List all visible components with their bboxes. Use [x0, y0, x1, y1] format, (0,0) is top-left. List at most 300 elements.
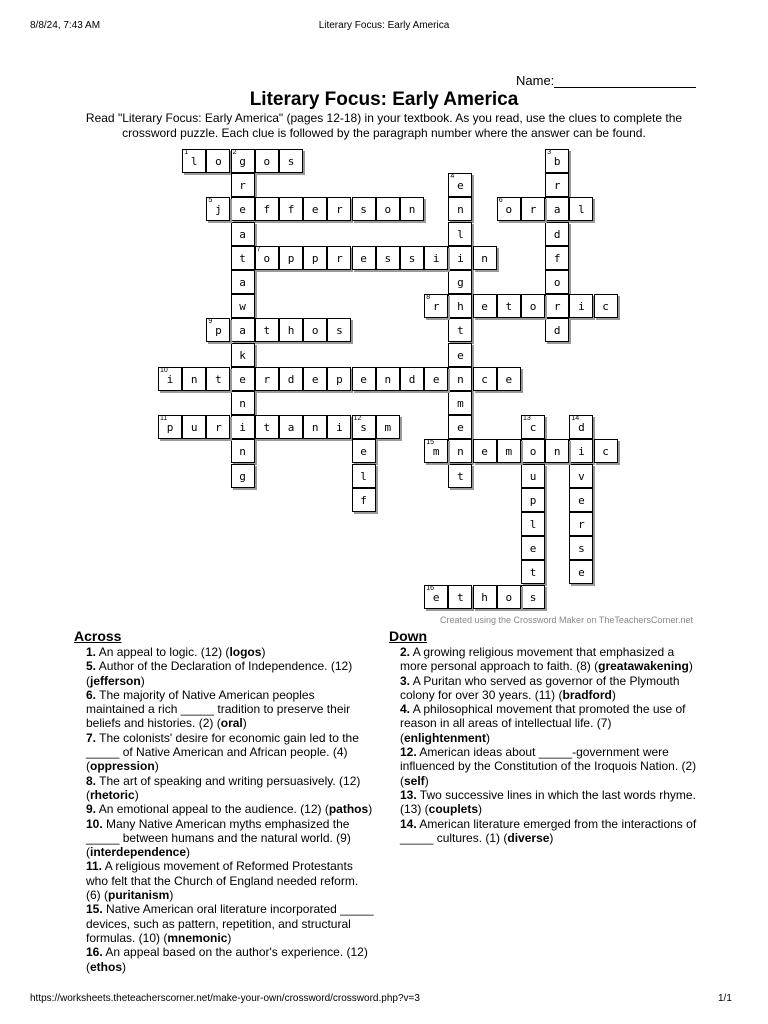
- cell-letter: n: [384, 372, 392, 386]
- clue-close: ): [227, 930, 232, 945]
- crossword-cell[interactable]: [545, 222, 569, 246]
- crossword-cell[interactable]: [545, 318, 569, 342]
- crossword-cell[interactable]: [424, 367, 448, 391]
- crossword-cell[interactable]: [206, 318, 230, 342]
- cell-letter: v: [578, 469, 585, 483]
- crossword-cell[interactable]: [279, 415, 303, 439]
- crossword-cell[interactable]: [206, 149, 230, 173]
- clue-number: 10.: [86, 816, 103, 831]
- crossword-cell[interactable]: [206, 415, 230, 439]
- cell-letter: k: [239, 348, 246, 362]
- crossword-cell[interactable]: [448, 415, 472, 439]
- across-clue: [86, 731, 376, 774]
- crossword-cell[interactable]: [303, 367, 327, 391]
- crossword-cell[interactable]: [448, 343, 472, 367]
- crossword-cell[interactable]: [545, 294, 569, 318]
- cell-letter: t: [215, 372, 222, 386]
- clue-number: 2: [232, 149, 237, 156]
- clue-text: Native American oral literature incorporated _____ devices, such as pattern, repetition, and structural formulas. (10) (: [86, 902, 374, 945]
- crossword-cell[interactable]: [448, 367, 472, 391]
- crossword-cell[interactable]: [182, 149, 206, 173]
- crossword-cell[interactable]: [569, 488, 593, 512]
- clue-answer: logos: [229, 645, 262, 659]
- cell-letter: e: [432, 372, 440, 386]
- cell-letter: o: [505, 590, 513, 604]
- crossword-cell[interactable]: [279, 367, 303, 391]
- cell-letter: o: [263, 251, 271, 265]
- clue-number: 2.: [400, 645, 411, 659]
- across-heading: Across: [74, 628, 122, 644]
- cell-letter: e: [578, 493, 585, 507]
- cell-letter: n: [408, 203, 416, 217]
- crossword-cell[interactable]: [303, 246, 327, 270]
- cell-letter: r: [553, 179, 561, 193]
- cell-letter: e: [457, 179, 464, 193]
- crossword-cell[interactable]: [327, 318, 351, 342]
- cell-letter: i: [239, 421, 246, 435]
- crossword-cell[interactable]: [545, 246, 569, 270]
- clue-close: ): [154, 759, 159, 774]
- clue-answer: puritanism: [108, 888, 170, 903]
- down-clue: [400, 817, 700, 846]
- clue-close: ): [140, 673, 145, 688]
- cell-letter: n: [457, 372, 464, 386]
- crossword-cell[interactable]: [569, 536, 593, 560]
- crossword-cell[interactable]: [521, 415, 545, 439]
- cell-letter: s: [578, 542, 585, 556]
- crossword-cell[interactable]: [206, 197, 230, 221]
- cell-letter: p: [166, 421, 174, 435]
- cell-letter: e: [360, 372, 367, 386]
- crossword-cell[interactable]: [521, 560, 545, 584]
- crossword-cell[interactable]: [521, 536, 545, 560]
- crossword-cell[interactable]: [255, 318, 279, 342]
- crossword-cell[interactable]: [303, 197, 327, 221]
- crossword-cell[interactable]: [497, 585, 521, 609]
- cell-letter: n: [457, 445, 464, 459]
- cell-letter: c: [481, 372, 488, 386]
- crossword-cell[interactable]: [594, 439, 618, 463]
- crossword-cell[interactable]: [569, 512, 593, 536]
- crossword-cell[interactable]: [231, 464, 255, 488]
- crossword-cell[interactable]: [231, 246, 255, 270]
- crossword-cell[interactable]: [545, 173, 569, 197]
- cell-letter: e: [457, 421, 464, 435]
- cell-letter: h: [481, 590, 488, 604]
- crossword-cell[interactable]: [569, 197, 593, 221]
- across-clue: [86, 817, 376, 860]
- down-clue: [400, 702, 700, 745]
- crossword-cell[interactable]: [352, 246, 376, 270]
- crossword-cell[interactable]: [231, 439, 255, 463]
- worksheet-title: Literary Focus: Early America: [249, 89, 519, 110]
- crossword-cell[interactable]: [424, 246, 448, 270]
- cell-letter: e: [481, 445, 488, 459]
- cell-letter: i: [457, 251, 464, 265]
- crossword-cell[interactable]: [473, 367, 497, 391]
- clue-number: 8: [426, 294, 431, 302]
- clue-text: Two successive lines in which the last words rhyme. (13) (: [400, 787, 696, 817]
- crossword-cell[interactable]: [594, 294, 618, 318]
- clue-answer: diverse: [507, 830, 550, 845]
- clue-answer: bradford: [562, 687, 612, 702]
- cell-letter: d: [553, 227, 561, 241]
- cell-letter: e: [360, 445, 367, 459]
- crossword-cell[interactable]: [473, 246, 497, 270]
- cell-letter: m: [457, 397, 464, 410]
- crossword-cell[interactable]: [231, 391, 255, 415]
- crossword-cell[interactable]: [231, 149, 255, 173]
- cell-letter: s: [287, 155, 295, 168]
- cell-letter: e: [239, 203, 246, 217]
- cell-letter: f: [553, 251, 561, 265]
- crossword-cell[interactable]: [473, 294, 497, 318]
- cell-letter: o: [505, 203, 513, 217]
- crossword-cell[interactable]: [255, 367, 279, 391]
- clue-text: A religious movement of Reformed Protestants who felt that the Church of England needed reform. (6) (: [86, 859, 359, 903]
- crossword-cell[interactable]: [279, 197, 303, 221]
- cell-letter: a: [287, 421, 295, 435]
- crossword-cell[interactable]: [521, 512, 545, 536]
- clue-answer: oral: [220, 716, 243, 731]
- crossword-cell[interactable]: [158, 415, 182, 439]
- crossword-cell[interactable]: [448, 294, 472, 318]
- crossword-cell[interactable]: [448, 585, 472, 609]
- cell-letter: d: [287, 372, 295, 386]
- clue-number: 16: [426, 584, 434, 592]
- crossword-cell[interactable]: [376, 197, 400, 221]
- cell-letter: i: [578, 445, 585, 459]
- cell-letter: t: [239, 251, 246, 265]
- cell-letter: e: [239, 372, 246, 386]
- cell-letter: e: [311, 203, 319, 217]
- crossword-cell[interactable]: [255, 149, 279, 173]
- crossword-cell[interactable]: [424, 439, 448, 463]
- crossword-cell[interactable]: [400, 246, 424, 270]
- cell-letter: c: [602, 300, 609, 314]
- crossword-cell[interactable]: [448, 464, 472, 488]
- crossword-cell[interactable]: [376, 367, 400, 391]
- clue-text: A Puritan who served as governor of the Plymouth colony for over 30 years. (11) (: [400, 673, 680, 702]
- crossword-cell[interactable]: [569, 464, 593, 488]
- crossword-cell[interactable]: [376, 415, 400, 439]
- crossword-cell[interactable]: [231, 318, 255, 342]
- clue-text: The majority of Native American peoples maintained a rich _____ tradition to preserve their beliefs and histories. (2) (: [86, 687, 351, 731]
- clue-number: 10: [160, 366, 168, 374]
- clue-number: 5: [208, 197, 213, 205]
- cell-letter: r: [578, 518, 585, 531]
- cell-letter: f: [263, 203, 271, 217]
- clue-number: 8.: [86, 773, 97, 788]
- print-datetime: 8/8/24, 7:43 AM: [30, 20, 101, 31]
- crossword-cell[interactable]: [231, 197, 255, 221]
- clue-close: ): [549, 830, 554, 845]
- clue-number: 14: [571, 415, 580, 423]
- crossword-cell[interactable]: [545, 149, 569, 173]
- cell-letter: t: [457, 469, 464, 483]
- cell-letter: t: [263, 324, 271, 338]
- cell-letter: r: [263, 372, 271, 386]
- clue-text: American ideas about _____-government were influenced by the Constitution of the Iroquois Nation. (2) (: [400, 745, 697, 788]
- cell-letter: o: [215, 155, 222, 168]
- cell-letter: s: [408, 251, 416, 265]
- cell-letter: t: [457, 590, 464, 604]
- cell-letter: m: [384, 421, 392, 435]
- cell-letter: d: [408, 372, 416, 386]
- crossword-cell[interactable]: [231, 294, 255, 318]
- clue-number: 4: [450, 173, 455, 181]
- cell-letter: c: [602, 445, 609, 459]
- clue-text: An appeal based on the author's experience. (12) (: [86, 945, 368, 974]
- cell-letter: o: [529, 300, 537, 314]
- cell-letter: l: [190, 155, 198, 168]
- cell-letter: r: [529, 203, 537, 217]
- cell-letter: d: [553, 324, 561, 338]
- cell-letter: p: [529, 493, 537, 507]
- cell-letter: l: [457, 227, 464, 241]
- across-clue: [86, 774, 376, 803]
- crossword-cell[interactable]: [424, 585, 448, 609]
- clue-number: 5.: [86, 659, 97, 674]
- cell-letter: e: [529, 542, 537, 556]
- crossword-cell[interactable]: [497, 294, 521, 318]
- clue-answer: rhetoric: [90, 787, 135, 802]
- crossword-cell[interactable]: [521, 197, 545, 221]
- credit-line: Created using the Crossword Maker on TheTeachersCorner.net: [440, 615, 693, 625]
- clue-answer: pathos: [328, 802, 369, 817]
- down-clue: [400, 645, 700, 674]
- cell-letter: g: [239, 469, 246, 483]
- cell-letter: o: [553, 276, 561, 289]
- crossword-cell[interactable]: [327, 246, 351, 270]
- clue-answer: oppression: [90, 759, 155, 774]
- cell-letter: l: [578, 203, 585, 217]
- crossword-cell[interactable]: [473, 439, 497, 463]
- cell-letter: o: [384, 203, 392, 217]
- cell-letter: r: [336, 251, 343, 265]
- cell-letter: n: [311, 421, 319, 435]
- clue-text: The colonists' desire for economic gain led to the _____ of Native American and African people. (4) (: [86, 730, 359, 774]
- crossword-cell[interactable]: [231, 222, 255, 246]
- crossword-cell[interactable]: [545, 270, 569, 294]
- cell-letter: c: [529, 421, 537, 435]
- crossword-cell[interactable]: [231, 343, 255, 367]
- across-clue: [86, 659, 376, 688]
- cell-letter: o: [529, 445, 537, 459]
- cell-letter: a: [239, 324, 246, 338]
- crossword-cell[interactable]: [327, 197, 351, 221]
- crossword-cell[interactable]: [255, 197, 279, 221]
- crossword-cell[interactable]: [424, 294, 448, 318]
- clue-answer: couplets: [428, 802, 479, 817]
- crossword-cell[interactable]: [303, 415, 327, 439]
- cell-letter: m: [432, 445, 440, 459]
- cell-letter: t: [529, 566, 537, 580]
- crossword-cell[interactable]: [206, 367, 230, 391]
- crossword-cell[interactable]: [352, 464, 376, 488]
- crossword-cell[interactable]: [448, 222, 472, 246]
- cell-letter: s: [336, 324, 343, 338]
- cell-letter: i: [432, 251, 440, 265]
- cell-letter: t: [263, 421, 271, 435]
- crossword-cell[interactable]: [569, 294, 593, 318]
- across-clue: [86, 802, 376, 816]
- cell-letter: i: [578, 300, 585, 314]
- crossword-cell[interactable]: [448, 246, 472, 270]
- cell-letter: l: [529, 518, 537, 531]
- crossword-cell[interactable]: [182, 367, 206, 391]
- cell-letter: n: [457, 203, 464, 217]
- crossword-cell[interactable]: [279, 149, 303, 173]
- cell-letter: o: [263, 155, 271, 168]
- clue-answer: enlightenment: [404, 730, 487, 745]
- down-clue: [400, 674, 700, 703]
- cell-letter: n: [481, 251, 488, 265]
- cell-letter: n: [239, 445, 246, 459]
- cell-letter: r: [336, 203, 343, 217]
- clue-text: The art of speaking and writing persuasively. (12) (: [86, 773, 361, 802]
- clue-answer: jefferson: [90, 673, 141, 688]
- cell-letter: g: [457, 276, 464, 289]
- clue-close: ): [134, 787, 139, 802]
- crossword-cell[interactable]: [279, 246, 303, 270]
- cell-letter: d: [578, 421, 585, 435]
- crossword-cell[interactable]: [497, 439, 521, 463]
- cell-letter: e: [578, 566, 585, 580]
- across-clue: [86, 945, 376, 974]
- cell-letter: s: [360, 203, 367, 217]
- crossword-cell[interactable]: [182, 415, 206, 439]
- cell-letter: e: [311, 372, 319, 386]
- clue-number: 13.: [400, 787, 417, 802]
- crossword-cell[interactable]: [327, 415, 351, 439]
- clue-answer: interdependence: [90, 845, 187, 860]
- crossword-cell[interactable]: [158, 367, 182, 391]
- cell-letter: i: [336, 421, 343, 435]
- clue-number: 15.: [86, 902, 103, 917]
- crossword-cell[interactable]: [521, 294, 545, 318]
- clue-number: 14.: [400, 816, 417, 831]
- clue-close: ): [688, 659, 693, 674]
- clue-close: ): [486, 730, 491, 745]
- crossword-cell[interactable]: [352, 367, 376, 391]
- cell-letter: s: [529, 590, 537, 604]
- clue-number: 6.: [86, 687, 97, 702]
- crossword-cell[interactable]: [231, 270, 255, 294]
- cell-letter: e: [505, 372, 513, 386]
- crossword-cell[interactable]: [521, 439, 545, 463]
- clue-close: ): [478, 802, 483, 817]
- clue-number: 11: [160, 415, 168, 423]
- crossword-cell[interactable]: [497, 367, 521, 391]
- crossword-cell[interactable]: [352, 415, 376, 439]
- cell-letter: a: [239, 227, 246, 241]
- crossword-cell[interactable]: [255, 246, 279, 270]
- crossword-cell[interactable]: [545, 197, 569, 221]
- crossword-cell[interactable]: [400, 197, 424, 221]
- clue-number: 7.: [86, 730, 97, 745]
- clue-text: Author of the Declaration of Independence. (12) (: [86, 659, 353, 688]
- clue-text: An emotional appeal to the audience. (12) (: [96, 802, 329, 817]
- clue-text: Many Native American myths emphasized the _____ between humans and the natural world. (9) (: [86, 816, 351, 860]
- clue-number: 9: [208, 318, 213, 326]
- crossword-cell[interactable]: [448, 391, 472, 415]
- cell-letter: p: [287, 251, 295, 265]
- clue-answer: self: [404, 773, 425, 788]
- crossword-cell[interactable]: [255, 415, 279, 439]
- cell-letter: e: [360, 251, 367, 265]
- crossword-cell[interactable]: [497, 197, 521, 221]
- across-clue: [86, 688, 376, 731]
- clue-text: A growing religious movement that emphasized a more personal approach to faith. (8) (: [400, 645, 675, 674]
- crossword-cell[interactable]: [448, 439, 472, 463]
- cell-letter: p: [311, 251, 319, 265]
- cell-letter: r: [215, 421, 222, 435]
- crossword-cell[interactable]: [569, 560, 593, 584]
- cell-letter: e: [457, 348, 464, 362]
- crossword-cell[interactable]: [352, 488, 376, 512]
- crossword-cell[interactable]: [231, 415, 255, 439]
- clue-number: 4.: [400, 702, 411, 717]
- crossword-cell[interactable]: [327, 367, 351, 391]
- crossword-cell[interactable]: [448, 318, 472, 342]
- clue-close: ): [424, 773, 429, 788]
- crossword-cell[interactable]: [376, 246, 400, 270]
- cell-letter: r: [553, 300, 561, 314]
- crossword-cell[interactable]: [545, 439, 569, 463]
- clue-answer: greatawakening: [598, 659, 689, 674]
- cell-letter: p: [215, 324, 222, 338]
- cell-letter: e: [481, 300, 488, 314]
- crossword-cell[interactable]: [448, 270, 472, 294]
- down-clue: [400, 745, 700, 788]
- clue-close: ): [169, 888, 174, 903]
- cell-letter: l: [360, 469, 367, 483]
- crossword-cell[interactable]: [521, 464, 545, 488]
- clue-number: 13: [523, 415, 531, 423]
- cell-letter: a: [553, 203, 561, 217]
- cell-letter: t: [457, 324, 464, 338]
- crossword-cell[interactable]: [279, 318, 303, 342]
- crossword-cell[interactable]: [473, 585, 497, 609]
- crossword-cell[interactable]: [448, 197, 472, 221]
- clue-number: 1: [184, 149, 189, 156]
- cell-letter: t: [505, 300, 513, 314]
- crossword-cell[interactable]: [352, 439, 376, 463]
- crossword-cell[interactable]: [400, 367, 424, 391]
- cell-letter: r: [239, 179, 246, 193]
- cell-letter: a: [239, 276, 246, 289]
- clue-answer: mnemonic: [167, 930, 228, 945]
- cell-letter: r: [432, 300, 440, 314]
- down-clue: [400, 788, 700, 817]
- clue-number: 6: [498, 197, 503, 205]
- crossword-cell[interactable]: [569, 415, 593, 439]
- clue-number: 11.: [86, 859, 103, 874]
- cell-letter: s: [360, 421, 367, 435]
- across-clues: [86, 645, 376, 974]
- crossword-cell[interactable]: [448, 173, 472, 197]
- crossword-cell[interactable]: [569, 439, 593, 463]
- clue-close: ): [186, 845, 191, 860]
- crossword-cell[interactable]: [231, 173, 255, 197]
- cell-letter: f: [287, 203, 295, 217]
- crossword-cell[interactable]: [303, 318, 327, 342]
- crossword-cell[interactable]: [352, 197, 376, 221]
- crossword-cell[interactable]: [521, 488, 545, 512]
- crossword-cell[interactable]: [231, 367, 255, 391]
- crossword-cell[interactable]: [521, 585, 545, 609]
